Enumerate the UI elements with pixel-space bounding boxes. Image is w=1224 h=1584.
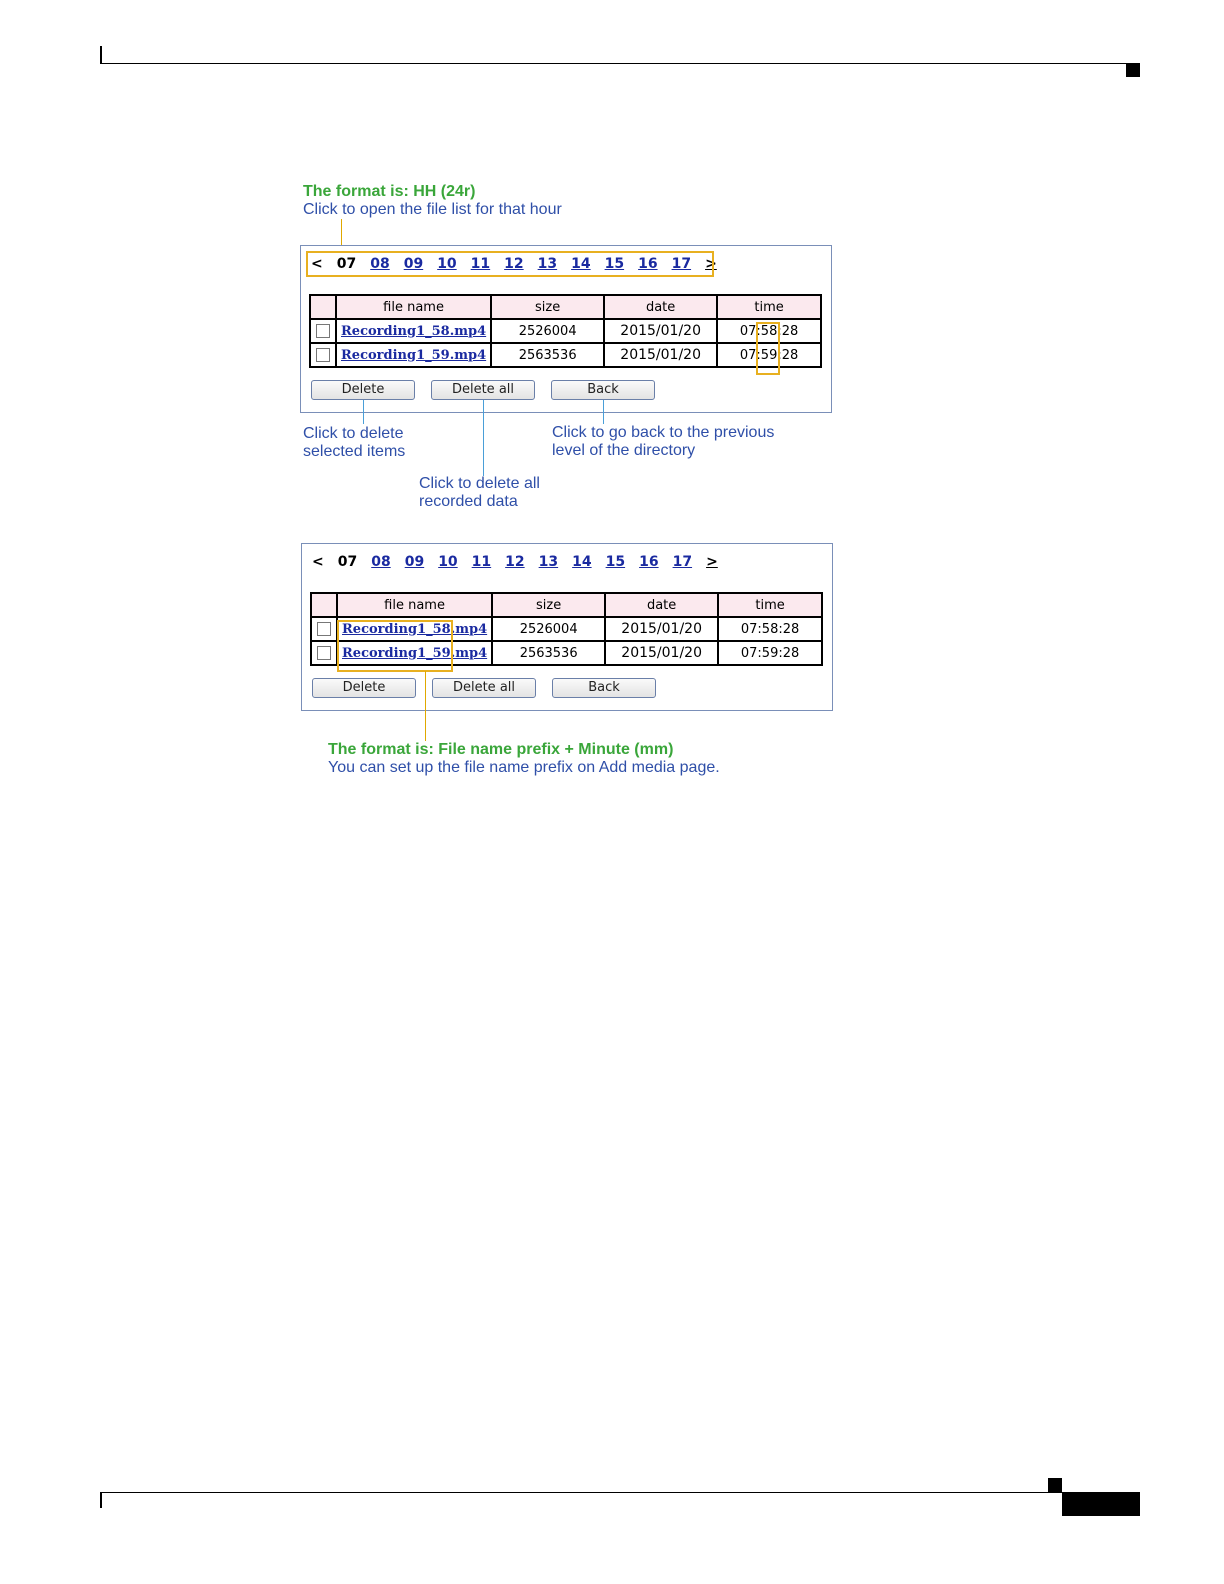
delete-annotation-line-2: selected items: [303, 443, 406, 460]
delete-button[interactable]: Delete: [312, 678, 416, 698]
delete-all-leader: [483, 400, 484, 476]
size-cell: 2563536: [492, 641, 605, 665]
hour-link-13[interactable]: 13: [538, 554, 559, 570]
next-hour-link[interactable]: >: [706, 554, 718, 570]
back-annotation-line-2: level of the directory: [552, 442, 696, 459]
hour-link-11[interactable]: 11: [470, 256, 491, 272]
date-column-header: date: [604, 295, 717, 319]
size-cell: 2563536: [491, 343, 604, 367]
time-column-header: time: [717, 295, 821, 319]
hour-link-15[interactable]: 15: [604, 256, 625, 272]
date-cell: 2015/01/20: [605, 641, 718, 665]
recording-list-panel-1: [300, 245, 832, 413]
row-select-cell: [311, 641, 337, 665]
hour-format-description: Click to open the file list for that hour: [303, 201, 562, 218]
back-leader: [603, 400, 604, 424]
back-button[interactable]: Back: [552, 678, 656, 698]
hour-link-12[interactable]: 12: [504, 256, 524, 272]
size-cell: 2526004: [491, 319, 604, 343]
hour-link-11[interactable]: 11: [471, 554, 492, 570]
file-name-cell: [336, 343, 491, 367]
select-column-header: [310, 295, 336, 319]
hour-link-13[interactable]: 13: [537, 256, 558, 272]
hour-link-17[interactable]: 17: [672, 554, 693, 570]
size-column-header: size: [492, 593, 605, 617]
date-cell: 2015/01/20: [605, 617, 718, 641]
file-name-column-header: file name: [336, 295, 491, 319]
hour-navigation-highlight: [306, 251, 714, 277]
hour-link-10[interactable]: 10: [437, 256, 457, 272]
file-link[interactable]: Recording1_58.mp4: [342, 621, 488, 637]
select-column-header: [311, 593, 337, 617]
header-corner-mark: [1126, 64, 1140, 77]
hour-link-08[interactable]: 08: [371, 554, 391, 570]
footer-corner-mark: [1048, 1478, 1062, 1492]
hour-format-title: The format is: HH (24r): [303, 183, 476, 200]
row-checkbox[interactable]: [316, 348, 330, 362]
file-name-format-title: The format is: File name prefix + Minute (mm): [328, 741, 674, 758]
header-tick: [100, 46, 102, 64]
row-checkbox[interactable]: [317, 622, 331, 636]
header-rule: [100, 63, 1140, 64]
time-cell: 07:59:28: [717, 343, 821, 367]
time-column-header: time: [718, 593, 822, 617]
date-cell: 2015/01/20: [604, 319, 717, 343]
file-link[interactable]: Recording1_59.mp4: [341, 347, 487, 363]
time-cell: 07:58:28: [718, 617, 822, 641]
row-checkbox[interactable]: [317, 646, 331, 660]
file-name-prefix-highlight: [337, 620, 453, 672]
delete-all-annotation-line-2: recorded data: [419, 493, 518, 510]
delete-all-button[interactable]: Delete all: [431, 380, 535, 400]
back-button[interactable]: Back: [551, 380, 655, 400]
next-hour-link[interactable]: >: [705, 256, 717, 272]
file-table: [309, 294, 822, 368]
table-row: [310, 319, 821, 343]
table-header-row: [311, 593, 822, 617]
hour-link-09[interactable]: 09: [404, 554, 425, 570]
date-cell: 2015/01/20: [604, 343, 717, 367]
footer-page-tab: [1062, 1492, 1140, 1516]
delete-all-annotation-line-1: Click to delete all: [419, 475, 540, 492]
size-cell: 2526004: [492, 617, 605, 641]
hour-link-08[interactable]: 08: [370, 256, 390, 272]
hour-navigation: [312, 554, 732, 570]
back-annotation-line-1: Click to go back to the previous: [552, 424, 775, 441]
file-name-cell: [336, 319, 491, 343]
current-hour: 07: [337, 554, 358, 570]
row-select-cell: [310, 343, 336, 367]
hour-link-14[interactable]: 14: [572, 554, 592, 570]
hour-link-12[interactable]: 12: [505, 554, 525, 570]
hour-link-16[interactable]: 16: [639, 554, 659, 570]
hour-link-16[interactable]: 16: [638, 256, 658, 272]
row-select-cell: [310, 319, 336, 343]
minute-highlight: [756, 322, 780, 375]
file-name-column-header: file name: [337, 593, 492, 617]
table-header-row: [310, 295, 821, 319]
size-column-header: size: [491, 295, 604, 319]
delete-button[interactable]: Delete: [311, 380, 415, 400]
prev-hour-link[interactable]: <: [311, 256, 323, 272]
time-cell: 07:59:28: [718, 641, 822, 665]
footer-tick: [100, 1492, 102, 1508]
footer-rule: [100, 1492, 1062, 1493]
delete-leader: [363, 400, 364, 424]
delete-annotation-line-1: Click to delete: [303, 425, 404, 442]
prev-hour-link[interactable]: <: [312, 554, 324, 570]
table-row: [310, 343, 821, 367]
hour-link-10[interactable]: 10: [438, 554, 458, 570]
hour-link-14[interactable]: 14: [571, 256, 591, 272]
file-name-format-leader: [425, 671, 426, 741]
time-cell: 07:58:28: [717, 319, 821, 343]
hour-link-09[interactable]: 09: [403, 256, 424, 272]
hour-link-15[interactable]: 15: [605, 554, 626, 570]
row-select-cell: [311, 617, 337, 641]
row-checkbox[interactable]: [316, 324, 330, 338]
hour-link-17[interactable]: 17: [671, 256, 692, 272]
file-link[interactable]: Recording1_59.mp4: [342, 645, 488, 661]
file-name-format-description: You can set up the file name prefix on Add media page.: [328, 759, 720, 776]
file-link[interactable]: Recording1_58.mp4: [341, 323, 487, 339]
recording-list-panel-2: [301, 543, 833, 711]
delete-all-button[interactable]: Delete all: [432, 678, 536, 698]
date-column-header: date: [605, 593, 718, 617]
current-hour: 07: [336, 256, 357, 272]
